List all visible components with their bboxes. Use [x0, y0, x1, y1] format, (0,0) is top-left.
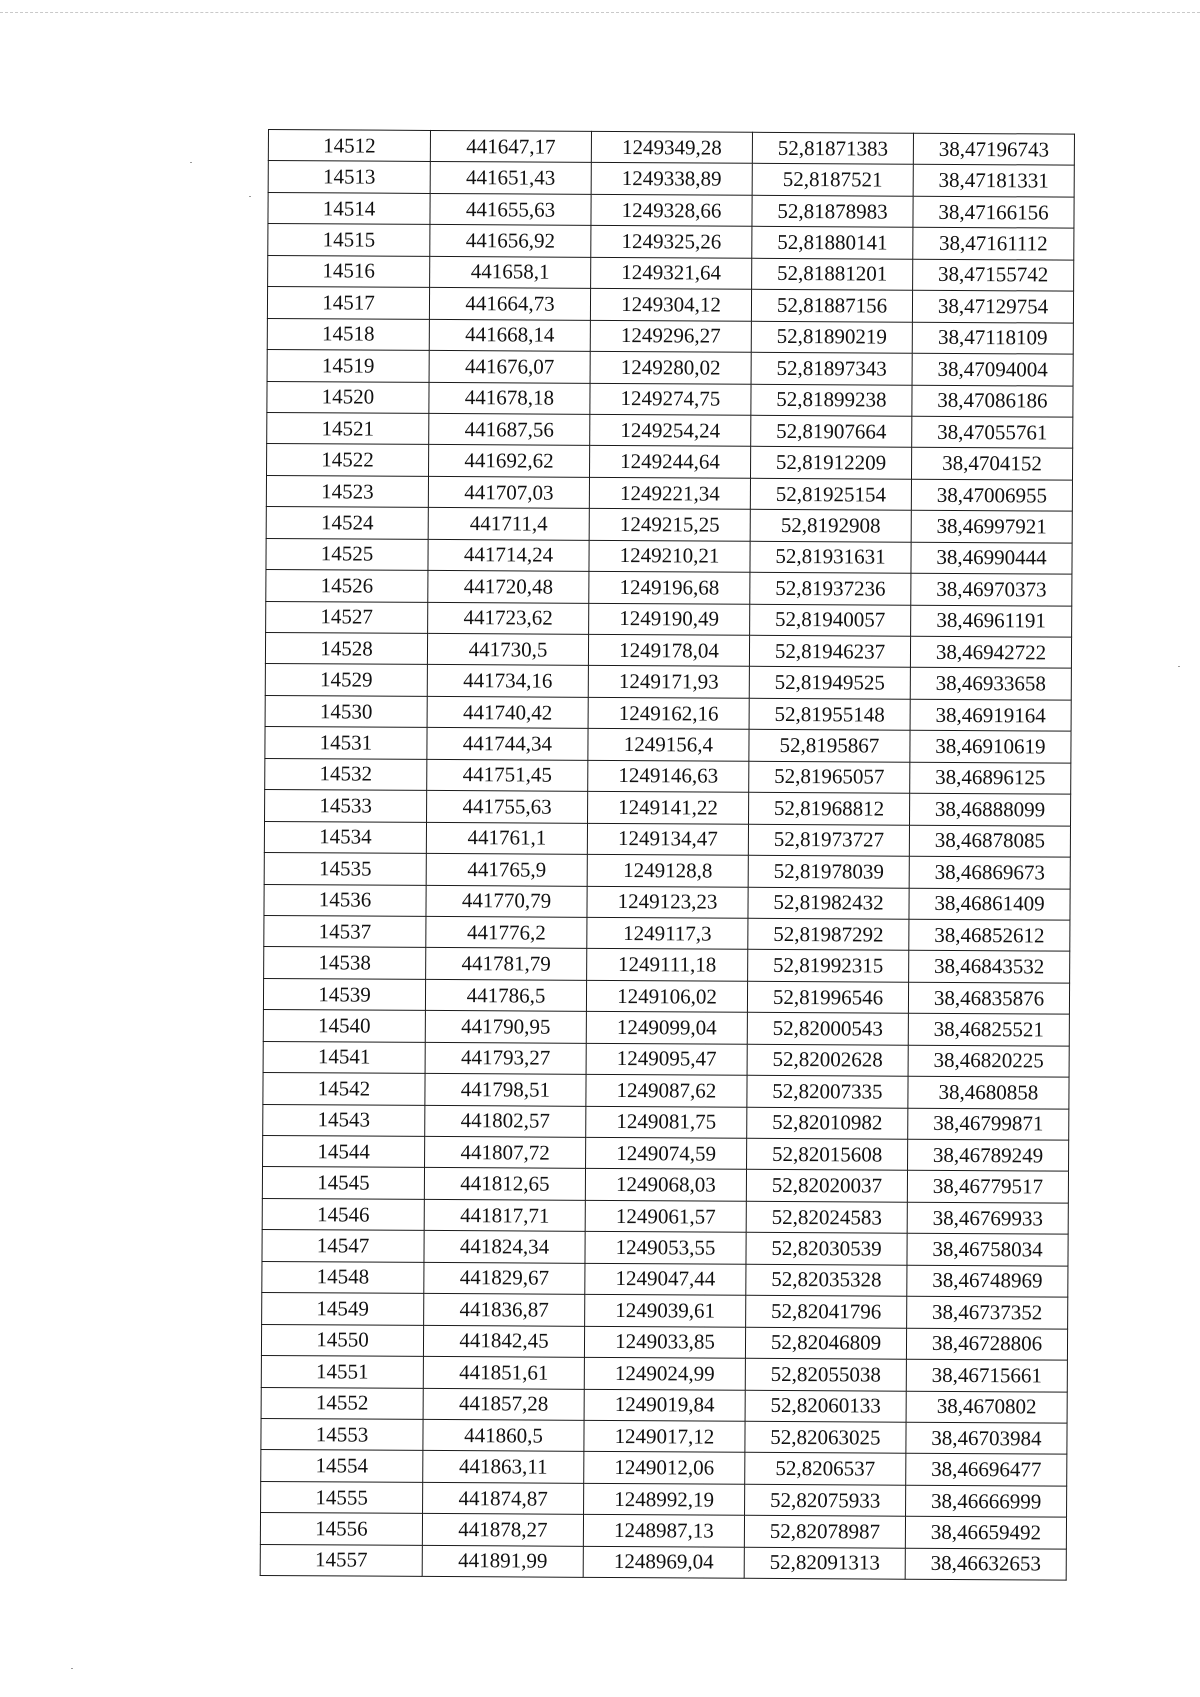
longitude-cell: 38,46910619: [910, 731, 1071, 763]
point-number-cell: 14520: [267, 381, 429, 413]
y-coordinate-cell: 1249338,89: [591, 163, 752, 195]
table-row: [266, 538, 1072, 574]
table-row: [264, 853, 1070, 889]
longitude-cell: 38,4670802: [906, 1391, 1067, 1423]
latitude-cell: 52,82091313: [744, 1547, 905, 1579]
point-number-cell: 14542: [263, 1073, 425, 1105]
table-row: [262, 1167, 1068, 1203]
y-coordinate-cell: 1249099,04: [586, 1012, 747, 1044]
latitude-cell: 52,81912209: [750, 447, 911, 479]
table-row: [265, 632, 1071, 668]
y-coordinate-cell: 1249146,63: [588, 760, 749, 792]
table-row: [265, 727, 1071, 763]
table-row: [267, 318, 1073, 354]
point-number-cell: 14523: [266, 475, 428, 507]
latitude-cell: 52,81931631: [750, 541, 911, 573]
longitude-cell: 38,47166156: [913, 196, 1074, 228]
longitude-cell: 38,46696477: [906, 1454, 1067, 1486]
table-row: [264, 821, 1070, 857]
x-coordinate-cell: 441651,43: [430, 162, 591, 194]
y-coordinate-cell: 1249210,21: [589, 540, 750, 572]
x-coordinate-cell: 441755,63: [427, 791, 588, 823]
latitude-cell: 52,82055038: [745, 1358, 906, 1390]
latitude-cell: 52,8195867: [749, 730, 910, 762]
table-row: [265, 695, 1071, 731]
x-coordinate-cell: 441751,45: [427, 759, 588, 791]
longitude-cell: 38,46666999: [906, 1485, 1067, 1517]
longitude-cell: 38,46997921: [911, 510, 1072, 542]
point-number-cell: 14515: [268, 224, 430, 256]
scan-speck: [249, 196, 251, 197]
latitude-cell: 52,82010982: [747, 1107, 908, 1139]
longitude-cell: 38,46728806: [906, 1328, 1067, 1360]
latitude-cell: 52,82024583: [746, 1201, 907, 1233]
x-coordinate-cell: 441668,14: [429, 319, 590, 351]
point-number-cell: 14512: [268, 130, 430, 162]
table-row: [265, 664, 1071, 700]
table-row: [266, 507, 1072, 543]
y-coordinate-cell: 1249134,47: [587, 823, 748, 855]
point-number-cell: 14526: [266, 570, 428, 602]
table-row: [262, 1261, 1068, 1297]
point-number-cell: 14553: [261, 1418, 423, 1450]
y-coordinate-cell: 1249081,75: [586, 1106, 747, 1138]
longitude-cell: 38,46990444: [911, 542, 1072, 574]
latitude-cell: 52,82046809: [745, 1327, 906, 1359]
longitude-cell: 38,47155742: [913, 259, 1074, 291]
x-coordinate-cell: 441730,5: [427, 633, 588, 665]
table-row: [267, 412, 1073, 448]
scan-top-edge: [0, 12, 1200, 13]
longitude-cell: 38,47181331: [913, 165, 1074, 197]
scan-speck: [71, 1668, 73, 1669]
y-coordinate-cell: 1249156,4: [588, 729, 749, 761]
y-coordinate-cell: 1249221,34: [589, 477, 750, 509]
table-row: [262, 1198, 1068, 1234]
latitude-cell: 52,81907664: [751, 415, 912, 447]
y-coordinate-cell: 1249024,99: [584, 1357, 745, 1389]
y-coordinate-cell: 1249325,26: [591, 226, 752, 258]
longitude-cell: 38,46703984: [906, 1422, 1067, 1454]
longitude-cell: 38,46769933: [907, 1202, 1068, 1234]
latitude-cell: 52,81992315: [748, 950, 909, 982]
y-coordinate-cell: 1249171,93: [588, 666, 749, 698]
y-coordinate-cell: 1249111,18: [587, 949, 748, 981]
table-row: [265, 758, 1071, 794]
y-coordinate-cell: 1248969,04: [583, 1546, 744, 1578]
latitude-cell: 52,81982432: [748, 887, 909, 919]
longitude-cell: 38,46861409: [909, 888, 1070, 920]
table-row: [267, 444, 1073, 480]
latitude-cell: 52,81965057: [749, 761, 910, 793]
x-coordinate-cell: 441812,65: [424, 1168, 585, 1200]
y-coordinate-cell: 1249087,62: [586, 1074, 747, 1106]
x-coordinate-cell: 441874,87: [423, 1482, 584, 1514]
longitude-cell: 38,46820225: [908, 1045, 1069, 1077]
point-number-cell: 14544: [263, 1135, 425, 1167]
y-coordinate-cell: 1249190,49: [589, 603, 750, 635]
x-coordinate-cell: 441786,5: [425, 979, 586, 1011]
y-coordinate-cell: 1249017,12: [584, 1420, 745, 1452]
latitude-cell: 52,82035328: [746, 1264, 907, 1296]
coordinates-table-body: [260, 130, 1074, 1581]
longitude-cell: 38,47006955: [911, 479, 1072, 511]
longitude-cell: 38,47161112: [913, 228, 1074, 260]
latitude-cell: 52,81899238: [751, 384, 912, 416]
x-coordinate-cell: 441836,87: [424, 1294, 585, 1326]
point-number-cell: 14539: [263, 978, 425, 1010]
x-coordinate-cell: 441711,4: [428, 508, 589, 540]
latitude-cell: 52,81946237: [749, 635, 910, 667]
longitude-cell: 38,4680858: [908, 1076, 1069, 1108]
point-number-cell: 14554: [261, 1450, 423, 1482]
longitude-cell: 38,46659492: [905, 1516, 1066, 1548]
point-number-cell: 14528: [265, 632, 427, 664]
x-coordinate-cell: 441781,79: [426, 948, 587, 980]
point-number-cell: 14546: [262, 1198, 424, 1230]
table-row: [264, 884, 1070, 920]
latitude-cell: 52,82002628: [747, 1044, 908, 1076]
table-row: [261, 1324, 1067, 1360]
y-coordinate-cell: 1249039,61: [585, 1295, 746, 1327]
longitude-cell: 38,47086186: [912, 385, 1073, 417]
y-coordinate-cell: 1249280,02: [590, 351, 751, 383]
x-coordinate-cell: 441790,95: [425, 1011, 586, 1043]
table-row: [265, 790, 1071, 826]
point-number-cell: 14537: [264, 915, 426, 947]
latitude-cell: 52,81881201: [752, 258, 913, 290]
x-coordinate-cell: 441687,56: [429, 413, 590, 445]
x-coordinate-cell: 441761,1: [426, 822, 587, 854]
table-row: [268, 161, 1074, 197]
table-row: [262, 1293, 1068, 1329]
y-coordinate-cell: 1248987,13: [583, 1515, 744, 1547]
latitude-cell: 52,8206537: [745, 1453, 906, 1485]
point-number-cell: 14530: [265, 695, 427, 727]
latitude-cell: 52,82075933: [745, 1484, 906, 1516]
table-row: [262, 1230, 1068, 1266]
longitude-cell: 38,46970373: [911, 573, 1072, 605]
x-coordinate-cell: 441807,72: [425, 1136, 586, 1168]
point-number-cell: 14557: [260, 1544, 422, 1576]
latitude-cell: 52,82041796: [746, 1295, 907, 1327]
longitude-cell: 38,46933658: [910, 668, 1071, 700]
y-coordinate-cell: 1249254,24: [590, 414, 751, 446]
longitude-cell: 38,47055761: [912, 416, 1073, 448]
table-row: [268, 255, 1074, 291]
longitude-cell: 38,46919164: [910, 699, 1071, 731]
table-row: [261, 1356, 1067, 1392]
table-row: [266, 570, 1072, 606]
latitude-cell: 52,81968812: [749, 792, 910, 824]
x-coordinate-cell: 441824,34: [424, 1231, 585, 1263]
y-coordinate-cell: 1249328,66: [591, 194, 752, 226]
longitude-cell: 38,46888099: [910, 793, 1071, 825]
x-coordinate-cell: 441776,2: [426, 916, 587, 948]
latitude-cell: 52,81878983: [752, 195, 913, 227]
point-number-cell: 14534: [264, 821, 426, 853]
point-number-cell: 14524: [266, 507, 428, 539]
point-number-cell: 14556: [260, 1513, 422, 1545]
point-number-cell: 14527: [266, 601, 428, 633]
table-row: [264, 915, 1070, 951]
point-number-cell: 14538: [264, 947, 426, 979]
table-row: [261, 1418, 1067, 1454]
y-coordinate-cell: 1249162,16: [588, 697, 749, 729]
latitude-cell: 52,81940057: [750, 604, 911, 636]
longitude-cell: 38,46799871: [908, 1108, 1069, 1140]
table-row: [260, 1544, 1066, 1580]
longitude-cell: 38,46825521: [908, 1013, 1069, 1045]
x-coordinate-cell: 441707,03: [428, 476, 589, 508]
longitude-cell: 38,46748969: [907, 1265, 1068, 1297]
x-coordinate-cell: 441678,18: [429, 382, 590, 414]
longitude-cell: 38,47129754: [912, 290, 1073, 322]
table-row: [266, 601, 1072, 637]
latitude-cell: 52,8187521: [752, 164, 913, 196]
point-number-cell: 14536: [264, 884, 426, 916]
x-coordinate-cell: 441676,07: [429, 350, 590, 382]
point-number-cell: 14551: [261, 1356, 423, 1388]
x-coordinate-cell: 441829,67: [424, 1262, 585, 1294]
latitude-cell: 52,8192908: [750, 510, 911, 542]
point-number-cell: 14548: [262, 1261, 424, 1293]
y-coordinate-cell: 1249074,59: [586, 1137, 747, 1169]
y-coordinate-cell: 1249033,85: [584, 1326, 745, 1358]
x-coordinate-cell: 441720,48: [428, 571, 589, 603]
y-coordinate-cell: 1249141,22: [588, 792, 749, 824]
x-coordinate-cell: 441793,27: [425, 1042, 586, 1074]
table-row: [267, 287, 1073, 323]
y-coordinate-cell: 1249019,84: [584, 1389, 745, 1421]
longitude-cell: 38,46878085: [909, 825, 1070, 857]
table-row: [263, 1010, 1069, 1046]
x-coordinate-cell: 441656,92: [430, 225, 591, 257]
y-coordinate-cell: 1249068,03: [585, 1169, 746, 1201]
latitude-cell: 52,81955148: [749, 698, 910, 730]
point-number-cell: 14531: [265, 727, 427, 759]
point-number-cell: 14555: [261, 1481, 423, 1513]
point-number-cell: 14550: [261, 1324, 423, 1356]
x-coordinate-cell: 441770,79: [426, 885, 587, 917]
y-coordinate-cell: 1249304,12: [590, 289, 751, 321]
x-coordinate-cell: 441664,73: [429, 288, 590, 320]
scan-speck: [1178, 666, 1180, 667]
latitude-cell: 52,82000543: [747, 1013, 908, 1045]
y-coordinate-cell: 1249095,47: [586, 1043, 747, 1075]
latitude-cell: 52,82078987: [744, 1516, 905, 1548]
point-number-cell: 14514: [268, 192, 430, 224]
y-coordinate-cell: 1249106,02: [586, 980, 747, 1012]
table-row: [268, 224, 1074, 260]
point-number-cell: 14547: [262, 1230, 424, 1262]
latitude-cell: 52,81897343: [751, 352, 912, 384]
x-coordinate-cell: 441765,9: [426, 853, 587, 885]
x-coordinate-cell: 441891,99: [422, 1545, 583, 1577]
y-coordinate-cell: 1249296,27: [590, 320, 751, 352]
x-coordinate-cell: 441857,28: [423, 1388, 584, 1420]
table-row: [268, 192, 1074, 228]
table-row: [263, 1104, 1069, 1140]
y-coordinate-cell: 1249178,04: [588, 634, 749, 666]
longitude-cell: 38,47196743: [913, 133, 1074, 165]
latitude-cell: 52,82015608: [747, 1138, 908, 1170]
x-coordinate-cell: 441647,17: [430, 130, 591, 162]
x-coordinate-cell: 441842,45: [423, 1325, 584, 1357]
y-coordinate-cell: 1248992,19: [584, 1483, 745, 1515]
x-coordinate-cell: 441878,27: [422, 1514, 583, 1546]
x-coordinate-cell: 441692,62: [429, 445, 590, 477]
table-row: [268, 130, 1074, 166]
latitude-cell: 52,82063025: [745, 1421, 906, 1453]
x-coordinate-cell: 441863,11: [423, 1451, 584, 1483]
y-coordinate-cell: 1249128,8: [587, 854, 748, 886]
point-number-cell: 14517: [267, 287, 429, 319]
latitude-cell: 52,81887156: [751, 289, 912, 321]
x-coordinate-cell: 441734,16: [427, 665, 588, 697]
point-number-cell: 14549: [262, 1293, 424, 1325]
y-coordinate-cell: 1249117,3: [587, 917, 748, 949]
point-number-cell: 14532: [265, 758, 427, 790]
latitude-cell: 52,81925154: [750, 478, 911, 510]
longitude-cell: 38,46715661: [906, 1359, 1067, 1391]
table-row: [263, 1041, 1069, 1077]
latitude-cell: 52,82020037: [746, 1170, 907, 1202]
longitude-cell: 38,46942722: [910, 636, 1071, 668]
table-row: [264, 947, 1070, 983]
point-number-cell: 14518: [267, 318, 429, 350]
longitude-cell: 38,46789249: [908, 1139, 1069, 1171]
x-coordinate-cell: 441798,51: [425, 1074, 586, 1106]
x-coordinate-cell: 441740,42: [427, 696, 588, 728]
longitude-cell: 38,46852612: [909, 919, 1070, 951]
point-number-cell: 14516: [268, 255, 430, 287]
y-coordinate-cell: 1249215,25: [589, 509, 750, 541]
point-number-cell: 14535: [264, 853, 426, 885]
y-coordinate-cell: 1249053,55: [585, 1232, 746, 1264]
y-coordinate-cell: 1249244,64: [590, 446, 751, 478]
latitude-cell: 52,81880141: [752, 227, 913, 259]
x-coordinate-cell: 441714,24: [428, 539, 589, 571]
table-row: [267, 381, 1073, 417]
longitude-cell: 38,46961191: [911, 605, 1072, 637]
point-number-cell: 14541: [263, 1041, 425, 1073]
latitude-cell: 52,81973727: [748, 824, 909, 856]
x-coordinate-cell: 441744,34: [427, 728, 588, 760]
latitude-cell: 52,81871383: [752, 132, 913, 164]
y-coordinate-cell: 1249349,28: [591, 131, 752, 163]
point-number-cell: 14529: [265, 664, 427, 696]
y-coordinate-cell: 1249196,68: [589, 571, 750, 603]
longitude-cell: 38,46896125: [910, 762, 1071, 794]
point-number-cell: 14525: [266, 538, 428, 570]
latitude-cell: 52,82030539: [746, 1233, 907, 1265]
x-coordinate-cell: 441851,61: [423, 1356, 584, 1388]
scan-speck: [190, 162, 192, 163]
latitude-cell: 52,81978039: [748, 855, 909, 887]
table-row: [263, 1135, 1069, 1171]
point-number-cell: 14533: [265, 790, 427, 822]
longitude-cell: 38,46758034: [907, 1234, 1068, 1266]
point-number-cell: 14540: [263, 1010, 425, 1042]
table-row: [263, 978, 1069, 1014]
latitude-cell: 52,81937236: [750, 572, 911, 604]
y-coordinate-cell: 1249061,57: [585, 1200, 746, 1232]
point-number-cell: 14543: [263, 1104, 425, 1136]
x-coordinate-cell: 441817,71: [424, 1199, 585, 1231]
x-coordinate-cell: 441860,5: [423, 1419, 584, 1451]
table-row: [263, 1073, 1069, 1109]
y-coordinate-cell: 1249123,23: [587, 886, 748, 918]
longitude-cell: 38,4704152: [911, 448, 1072, 480]
table-row: [260, 1513, 1066, 1549]
table-row: [266, 475, 1072, 511]
point-number-cell: 14552: [261, 1387, 423, 1419]
point-number-cell: 14519: [267, 350, 429, 382]
longitude-cell: 38,46835876: [908, 982, 1069, 1014]
latitude-cell: 52,81996546: [747, 981, 908, 1013]
longitude-cell: 38,47094004: [912, 353, 1073, 385]
x-coordinate-cell: 441655,63: [430, 193, 591, 225]
longitude-cell: 38,46632653: [905, 1548, 1066, 1580]
y-coordinate-cell: 1249047,44: [585, 1263, 746, 1295]
point-number-cell: 14545: [262, 1167, 424, 1199]
latitude-cell: 52,81890219: [751, 321, 912, 353]
longitude-cell: 38,46843532: [909, 951, 1070, 983]
longitude-cell: 38,46737352: [907, 1296, 1068, 1328]
longitude-cell: 38,46779517: [907, 1171, 1068, 1203]
latitude-cell: 52,81987292: [748, 918, 909, 950]
coordinates-table: [260, 129, 1075, 1581]
table-row: [267, 350, 1073, 386]
y-coordinate-cell: 1249012,06: [584, 1452, 745, 1484]
latitude-cell: 52,82007335: [747, 1075, 908, 1107]
x-coordinate-cell: 441658,1: [430, 256, 591, 288]
x-coordinate-cell: 441723,62: [428, 602, 589, 634]
table-row: [261, 1450, 1067, 1486]
longitude-cell: 38,47118109: [912, 322, 1073, 354]
table-row: [261, 1481, 1067, 1517]
longitude-cell: 38,46869673: [909, 856, 1070, 888]
latitude-cell: 52,81949525: [749, 667, 910, 699]
latitude-cell: 52,82060133: [745, 1390, 906, 1422]
y-coordinate-cell: 1249274,75: [590, 383, 751, 415]
y-coordinate-cell: 1249321,64: [591, 257, 752, 289]
point-number-cell: 14522: [267, 444, 429, 476]
table-row: [261, 1387, 1067, 1423]
point-number-cell: 14513: [268, 161, 430, 193]
x-coordinate-cell: 441802,57: [425, 1105, 586, 1137]
point-number-cell: 14521: [267, 412, 429, 444]
